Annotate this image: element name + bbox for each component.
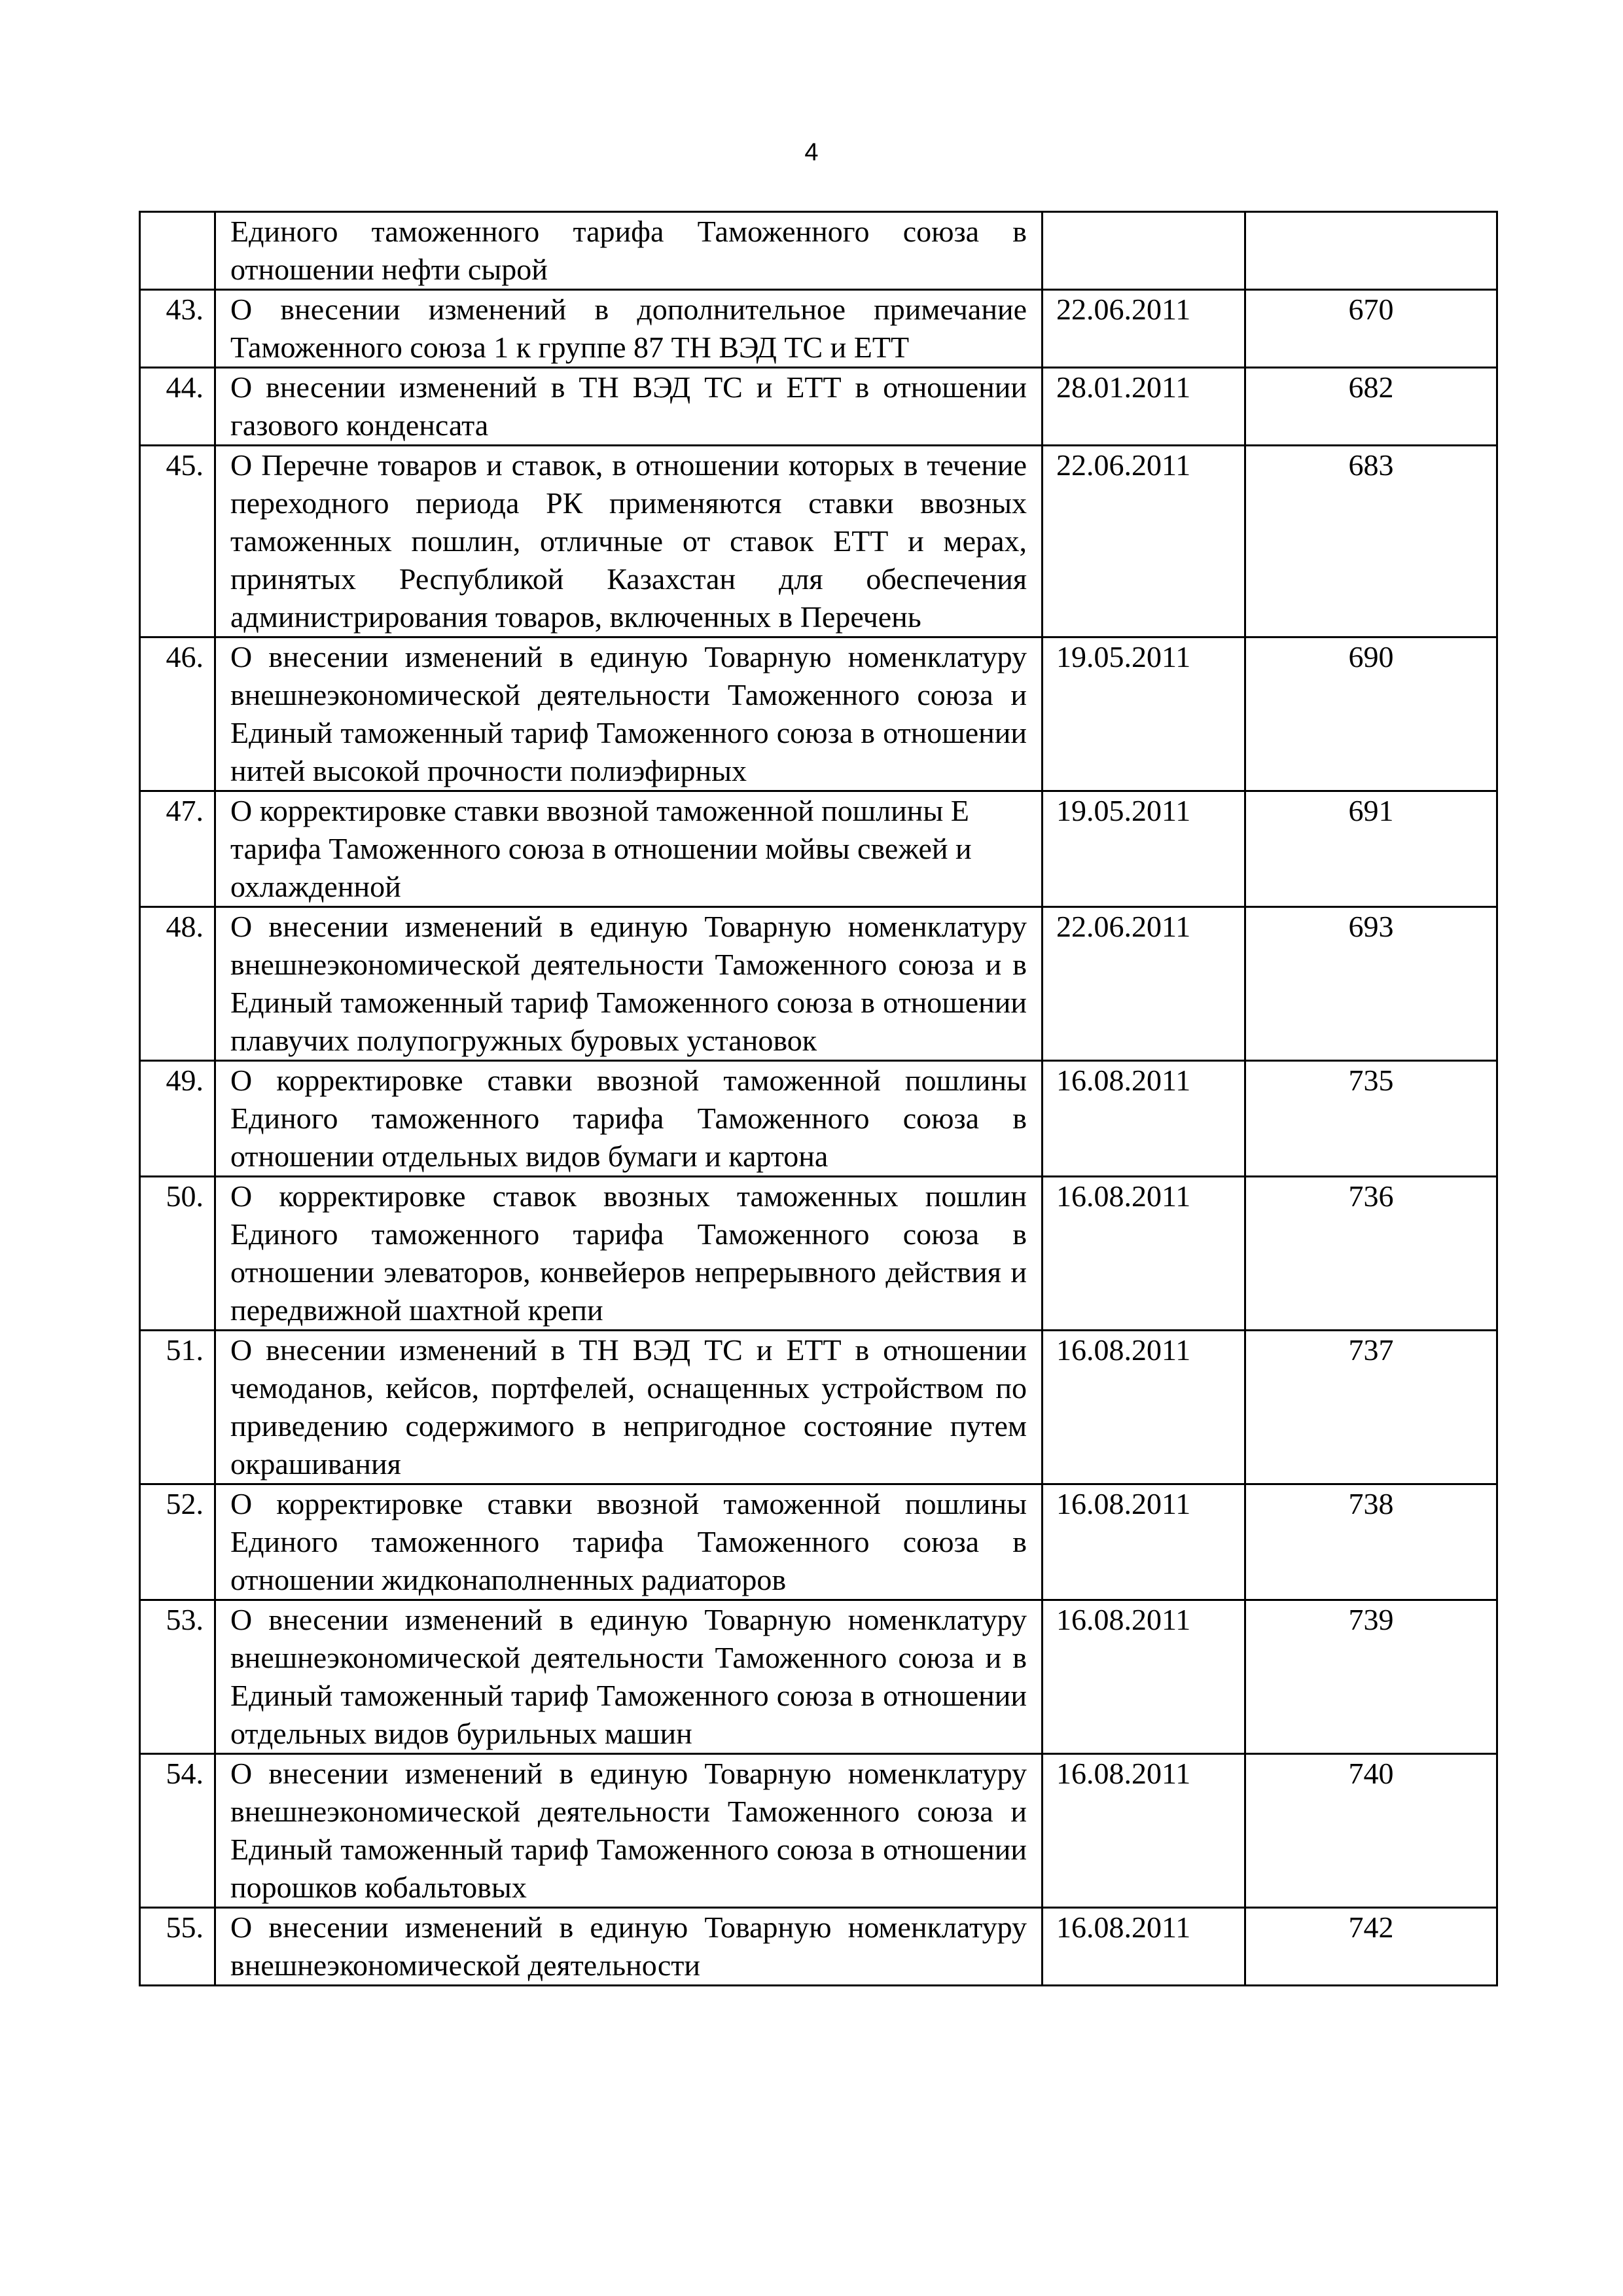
row-title: О внесении изменений в единую Товарную номенклатуру внешнеэкономической деятельности Таможенного союза и в Единый таможенный тариф Таможенного союза в отношении плавучих полупогружных буровых установок	[215, 907, 1043, 1061]
row-date: 16.08.2011	[1043, 1331, 1245, 1484]
row-number: 45.	[140, 446, 215, 637]
row-number: 54.	[140, 1754, 215, 1908]
row-title: О внесении изменений в единую Товарную номенклатуру внешнеэкономической деятельности Таможенного союза и Единый таможенный тариф Таможенного союза в отношении нитей высокой прочности полиэфирных	[215, 637, 1043, 791]
row-date: 16.08.2011	[1043, 1177, 1245, 1331]
row-number: 51.	[140, 1331, 215, 1484]
row-title-line: охлажденной	[230, 870, 401, 903]
row-date: 16.08.2011	[1043, 1754, 1245, 1908]
table-row	[140, 1177, 1497, 1331]
row-doc-number: 742	[1245, 1908, 1497, 1986]
row-doc-number: 736	[1245, 1177, 1497, 1331]
page-number: 4	[804, 139, 819, 166]
row-doc-number: 738	[1245, 1484, 1497, 1600]
row-title: О внесении изменений в единую Товарную номенклатуру внешнеэкономической деятельности Таможенного союза и Единый таможенный тариф Таможенного союза в отношении порошков кобальтовых	[215, 1754, 1043, 1908]
row-doc-number: 682	[1245, 368, 1497, 446]
row-title: О внесении изменений в ТН ВЭД ТС и ЕТТ в отношении чемоданов, кейсов, портфелей, оснащенных устройством по приведению содержимого в непригодное состояние путем окрашивания	[215, 1331, 1043, 1484]
row-title-line: О корректировке ставки ввозной таможенной пошлины Е	[230, 794, 969, 827]
row-number: 50.	[140, 1177, 215, 1331]
row-date: 22.06.2011	[1043, 446, 1245, 637]
row-doc-number	[1245, 212, 1497, 290]
row-title: О внесении изменений в единую Товарную номенклатуру внешнеэкономической деятельности	[215, 1908, 1043, 1986]
row-date: 22.06.2011	[1043, 290, 1245, 368]
row-title	[215, 791, 1043, 907]
row-doc-number: 691	[1245, 791, 1497, 907]
table-row	[140, 1908, 1497, 1986]
row-title-line: тарифа Таможенного союза в отношении мойвы свежей и	[230, 832, 972, 865]
decisions-table	[139, 211, 1498, 1986]
row-date	[1043, 212, 1245, 290]
row-title: Единого таможенного тарифа Таможенного союза в отношении нефти сырой	[215, 212, 1043, 290]
row-date: 16.08.2011	[1043, 1061, 1245, 1177]
table-row	[140, 791, 1497, 907]
table-row	[140, 1484, 1497, 1600]
row-date: 19.05.2011	[1043, 791, 1245, 907]
row-doc-number: 693	[1245, 907, 1497, 1061]
row-title: О внесении изменений в единую Товарную номенклатуру внешнеэкономической деятельности Таможенного союза и в Единый таможенный тариф Таможенного союза в отношении отдельных видов бурильных машин	[215, 1600, 1043, 1754]
row-title: О корректировке ставок ввозных таможенных пошлин Единого таможенного тарифа Таможенного союза в отношении элеваторов, конвейеров непрерывного действия и передвижной шахтной крепи	[215, 1177, 1043, 1331]
row-title: О внесении изменений в дополнительное примечание Таможенного союза 1 к группе 87 ТН ВЭД ТС и ЕТТ	[215, 290, 1043, 368]
table-row	[140, 368, 1497, 446]
table-row	[140, 212, 1497, 290]
row-number: 44.	[140, 368, 215, 446]
row-number: 55.	[140, 1908, 215, 1986]
table-row	[140, 637, 1497, 791]
row-title: О корректировке ставки ввозной таможенной пошлины Единого таможенного тарифа Таможенного союза в отношении отдельных видов бумаги и картона	[215, 1061, 1043, 1177]
row-doc-number: 690	[1245, 637, 1497, 791]
row-date: 19.05.2011	[1043, 637, 1245, 791]
row-doc-number: 735	[1245, 1061, 1497, 1177]
table-row	[140, 1754, 1497, 1908]
row-number: 47.	[140, 791, 215, 907]
row-number: 43.	[140, 290, 215, 368]
row-date: 22.06.2011	[1043, 907, 1245, 1061]
row-date: 16.08.2011	[1043, 1908, 1245, 1986]
table-row	[140, 1061, 1497, 1177]
row-date: 16.08.2011	[1043, 1600, 1245, 1754]
table-row	[140, 290, 1497, 368]
row-doc-number: 737	[1245, 1331, 1497, 1484]
row-title: О корректировке ставки ввозной таможенной пошлины Единого таможенного тарифа Таможенного союза в отношении жидконаполненных радиаторов	[215, 1484, 1043, 1600]
row-number	[140, 212, 215, 290]
row-doc-number: 670	[1245, 290, 1497, 368]
table-row	[140, 1331, 1497, 1484]
table-row	[140, 907, 1497, 1061]
row-title: О Перечне товаров и ставок, в отношении которых в течение переходного периода РК применяются ставки ввозных таможенных пошлин, отличные от ставок ЕТТ и мерах, принятых Республикой Казахстан для обеспечения администрирования товаров, включенных в Перечень	[215, 446, 1043, 637]
row-number: 46.	[140, 637, 215, 791]
row-number: 49.	[140, 1061, 215, 1177]
table-row	[140, 1600, 1497, 1754]
row-doc-number: 739	[1245, 1600, 1497, 1754]
table-row	[140, 446, 1497, 637]
row-number: 48.	[140, 907, 215, 1061]
row-date: 16.08.2011	[1043, 1484, 1245, 1600]
row-doc-number: 683	[1245, 446, 1497, 637]
row-number: 53.	[140, 1600, 215, 1754]
row-title: О внесении изменений в ТН ВЭД ТС и ЕТТ в отношении газового конденсата	[215, 368, 1043, 446]
row-date: 28.01.2011	[1043, 368, 1245, 446]
row-number: 52.	[140, 1484, 215, 1600]
row-doc-number: 740	[1245, 1754, 1497, 1908]
